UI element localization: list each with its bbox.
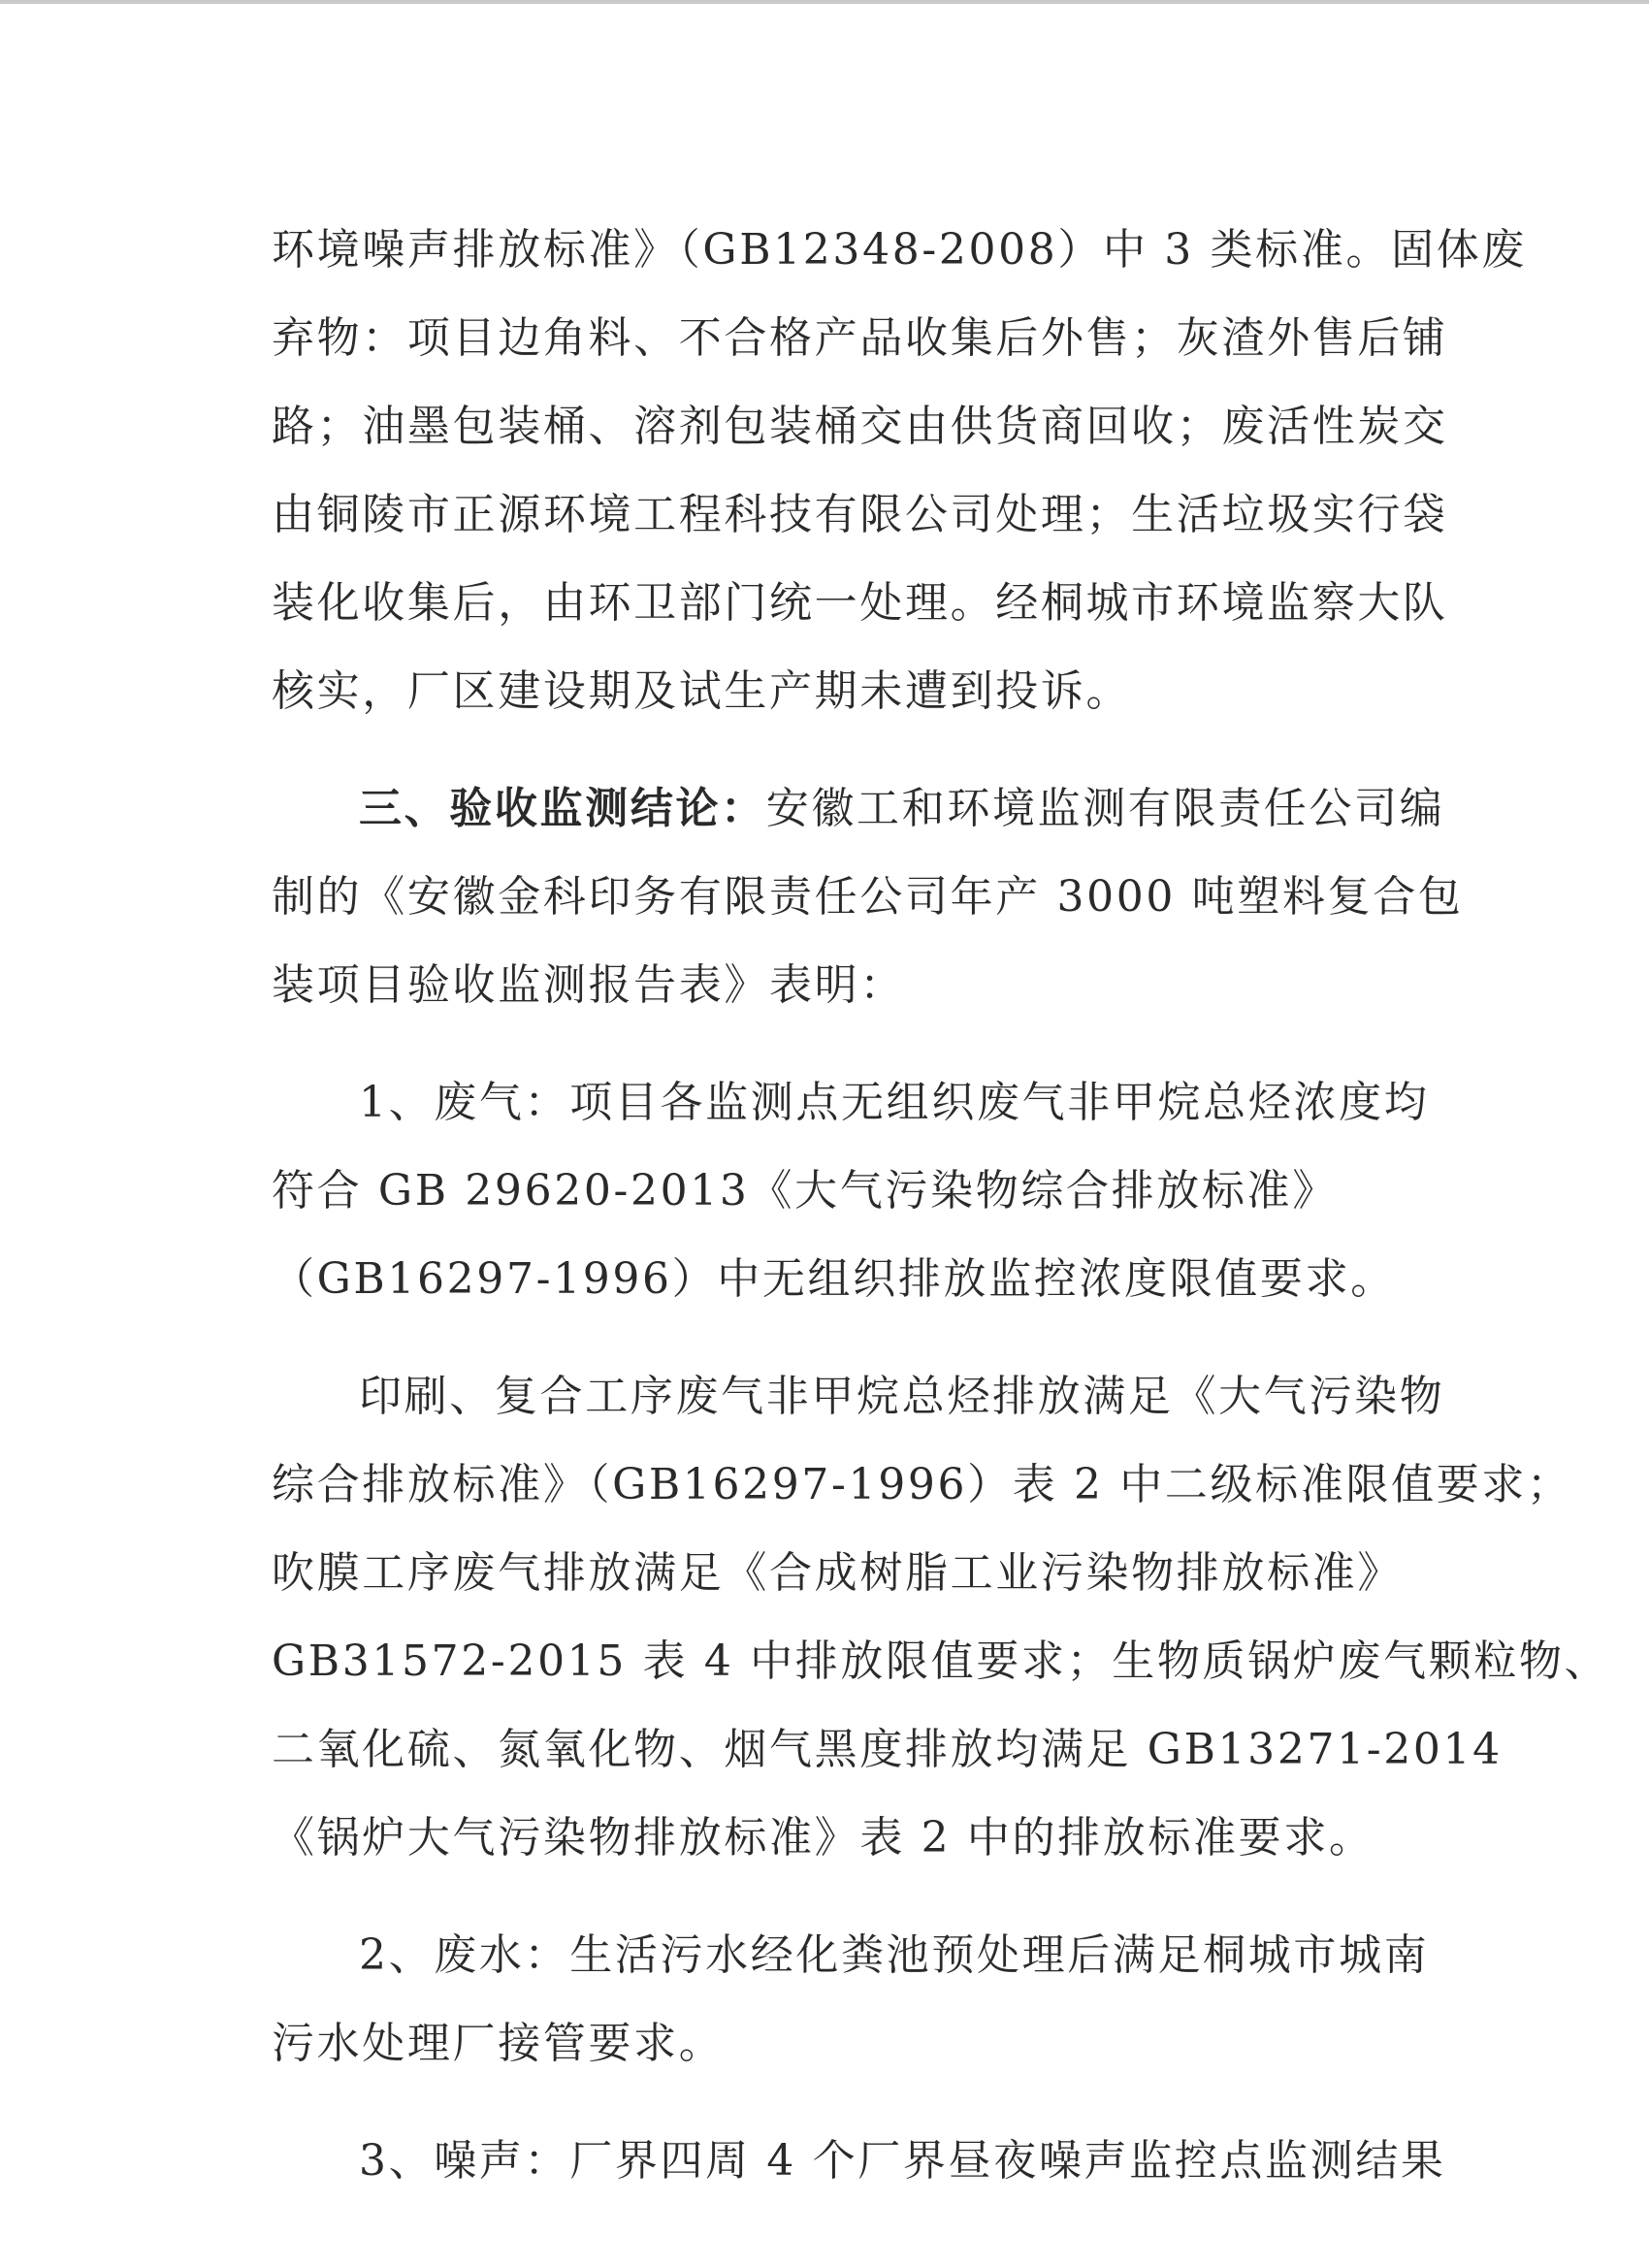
text-line: 核实，厂区建设期及试生产期未遭到投诉。: [272, 666, 1132, 716]
section-3-first-line-rest: 安徽工和环境监测有限责任公司编: [765, 784, 1445, 833]
text-line: 污水处理厂接管要求。: [272, 2019, 725, 2068]
text-line: 吹膜工序废气排放满足《合成树脂工业污染物排放标准》: [272, 1548, 1403, 1598]
text-line: 1、废气：项目各监测点无组织废气非甲烷总烃浓度均: [359, 1078, 1430, 1127]
text-line: 装项目验收监测报告表》表明：: [272, 960, 905, 1010]
scan-top-edge: [0, 0, 1649, 4]
paragraph-solid-waste: [272, 206, 1528, 735]
text-line: 符合 GB 29620-2013《大气污染物综合排放标准》: [272, 1166, 1338, 1215]
item-1-waste-gas-continued: [272, 1352, 1610, 1882]
document-body: [272, 206, 1610, 2205]
text-line: 《锅炉大气污染物排放标准》表 2 中的排放标准要求。: [272, 1813, 1374, 1863]
text-line: 印刷、复合工序废气非甲烷总烃排放满足《大气污染物: [359, 1372, 1445, 1421]
text-line: GB31572-2015 表 4 中排放限值要求；生物质锅炉废气颗粒物、: [272, 1636, 1610, 1686]
text-line: 2、废水：生活污水经化粪池预处理后满足桐城市城南: [359, 1930, 1430, 1980]
item-3-noise: [272, 2117, 1446, 2205]
text-line: 二氧化硫、氮氧化物、烟气黑度排放均满足 GB13271-2014: [272, 1725, 1503, 1774]
text-line: 环境噪声排放标准》（GB12348-2008）中 3 类标准。固体废: [272, 225, 1528, 275]
item-2-waste-water: [272, 1911, 1430, 2088]
text-line: 3、噪声：厂界四周 4 个厂界昼夜噪声监控点监测结果: [359, 2136, 1446, 2186]
text-line: 由铜陵市正源环境工程科技有限公司处理；生活垃圾实行袋: [272, 490, 1448, 539]
text-line: 路；油墨包装桶、溶剂包装桶交由供货商回收；废活性炭交: [272, 402, 1448, 451]
text-line: 装化收集后，由环卫部门统一处理。经桐城市环境监察大队: [272, 578, 1448, 628]
section-3-first-line: [272, 764, 1445, 853]
item-1-waste-gas: [272, 1058, 1430, 1323]
text-line: （GB16297-1996）中无组织排放监控浓度限值要求。: [272, 1254, 1396, 1304]
text-line: 综合排放标准》（GB16297-1996）表 2 中二级标准限值要求；: [272, 1460, 1572, 1509]
text-line: 弃物：项目边角料、不合格产品收集后外售；灰渣外售后铺: [272, 313, 1448, 363]
section-3-conclusion: [272, 764, 1464, 1029]
text-line: 制的《安徽金科印务有限责任公司年产 3000 吨塑料复合包: [272, 872, 1464, 922]
section-3-heading: 三、验收监测结论：: [359, 784, 766, 833]
